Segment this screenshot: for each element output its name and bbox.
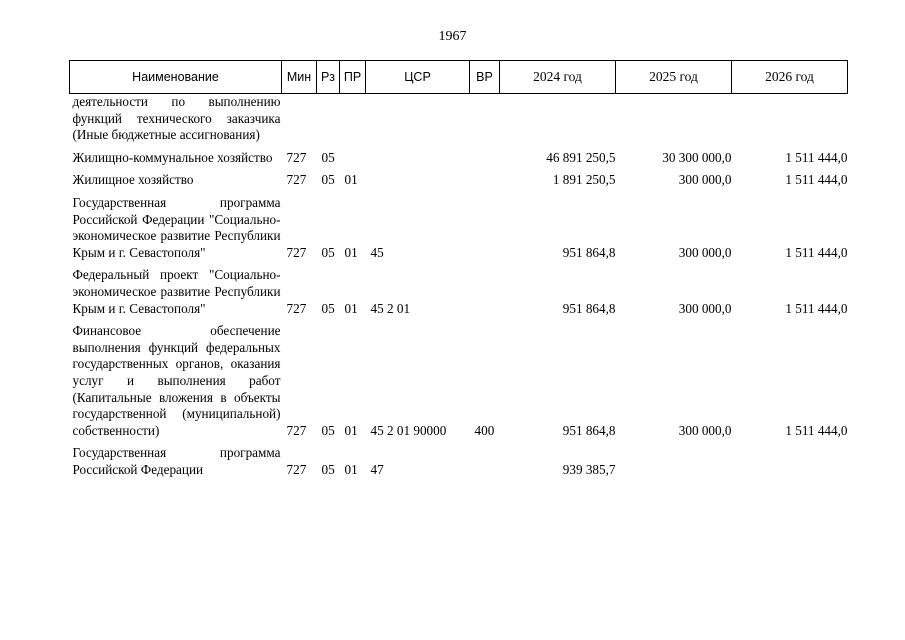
header-pr: ПР — [340, 61, 366, 94]
header-2024: 2024 год — [500, 61, 616, 94]
row-min: 727 — [286, 422, 307, 438]
row-vr — [470, 195, 500, 261]
row-2025: 300 000,0 — [678, 422, 732, 438]
table-row — [70, 150, 848, 167]
table-row — [70, 172, 848, 189]
header-vr: ВР — [470, 61, 500, 94]
row-2024: 1 891 250,5 — [552, 172, 616, 188]
row-pr: 01 — [344, 422, 358, 438]
row-2026: 1 511 444,0 — [785, 244, 848, 260]
row-pr: 01 — [344, 461, 358, 477]
row-name: Жилищно-коммунальное хозяйство — [72, 149, 273, 165]
header-row — [70, 61, 848, 94]
row-2024: 951 864,8 — [562, 422, 616, 438]
row-2024: 951 864,8 — [562, 244, 616, 260]
table-header — [70, 61, 848, 94]
row-csr — [366, 150, 470, 167]
row-name: Государственная программа Российской Федерации "Социально-экономическое развитие Республики Крым и г. Севастополя" — [72, 194, 281, 260]
row-2025: 300 000,0 — [678, 244, 732, 260]
row-2026: 1 511 444,0 — [785, 422, 848, 438]
row-2024: 939 385,7 — [562, 461, 616, 477]
table-body — [70, 94, 848, 479]
table-row — [70, 195, 848, 261]
row-vr: 400 — [474, 422, 495, 438]
row-2025: 300 000,0 — [678, 300, 732, 316]
row-min: 727 — [286, 149, 307, 165]
row-rz: 05 — [321, 244, 335, 260]
row-2024: 951 864,8 — [562, 300, 616, 316]
row-csr: 45 2 01 — [370, 300, 411, 316]
row-name: Финансовое обеспечение выполнения функций федеральных государственных органов, оказания услуг и выполнения работ (Капитальные вложения в объекты государственной (муниципальной) собственности) — [72, 323, 281, 438]
row-name: Жилищное хозяйство — [72, 172, 194, 188]
row-2026: 1 511 444,0 — [785, 300, 848, 316]
row-pr: 01 — [344, 244, 358, 260]
row-pr — [340, 150, 366, 167]
row-2026: 1 511 444,0 — [785, 172, 848, 188]
row-name: Государственная программа Российской Федерации — [72, 445, 281, 477]
row-pr: 01 — [344, 172, 358, 188]
row-name: деятельности по выполнению функций технического заказчика (Иные бюджетные ассигнования) — [72, 94, 281, 143]
header-2026: 2026 год — [732, 61, 848, 94]
header-2025: 2025 год — [616, 61, 732, 94]
row-vr — [470, 445, 500, 478]
header-rz: Рз — [317, 61, 340, 94]
table-row — [70, 94, 848, 144]
header-min: Мин — [282, 61, 317, 94]
row-min: 727 — [286, 244, 307, 260]
row-pr: 01 — [344, 300, 358, 316]
row-csr: 45 — [370, 244, 384, 260]
row-rz: 05 — [321, 300, 335, 316]
row-csr — [366, 94, 470, 144]
row-min: 727 — [286, 300, 307, 316]
row-2024: 46 891 250,5 — [546, 149, 616, 165]
row-csr: 45 2 01 90000 — [370, 422, 447, 438]
row-min: 727 — [286, 461, 307, 477]
row-csr: 47 — [370, 461, 384, 477]
row-rz: 05 — [321, 172, 335, 188]
row-rz: 05 — [321, 422, 335, 438]
page-number: 1967 — [438, 29, 467, 44]
row-2024 — [500, 94, 616, 144]
row-2025: 300 000,0 — [678, 172, 732, 188]
table-row — [70, 445, 848, 478]
row-min: 727 — [286, 172, 307, 188]
row-vr — [470, 150, 500, 167]
row-rz: 05 — [321, 149, 335, 165]
budget-table — [69, 60, 848, 478]
row-name: Федеральный проект "Социально-экономическое развитие Республики Крым и г. Севастополя" — [72, 267, 281, 316]
row-vr — [470, 172, 500, 189]
row-2025 — [616, 445, 732, 478]
row-2026: 1 511 444,0 — [785, 149, 848, 165]
row-2026 — [732, 94, 848, 144]
row-vr — [470, 94, 500, 144]
table-row — [70, 323, 848, 439]
table-row — [70, 267, 848, 317]
row-rz: 05 — [321, 461, 335, 477]
row-min — [282, 94, 317, 144]
row-2025 — [616, 94, 732, 144]
row-pr — [340, 94, 366, 144]
row-2025: 30 300 000,0 — [662, 149, 732, 165]
row-vr — [470, 267, 500, 317]
row-csr — [366, 172, 470, 189]
header-name: Наименование — [70, 61, 282, 94]
row-2026 — [732, 445, 848, 478]
row-rz — [317, 94, 340, 144]
header-csr: ЦСР — [366, 61, 470, 94]
